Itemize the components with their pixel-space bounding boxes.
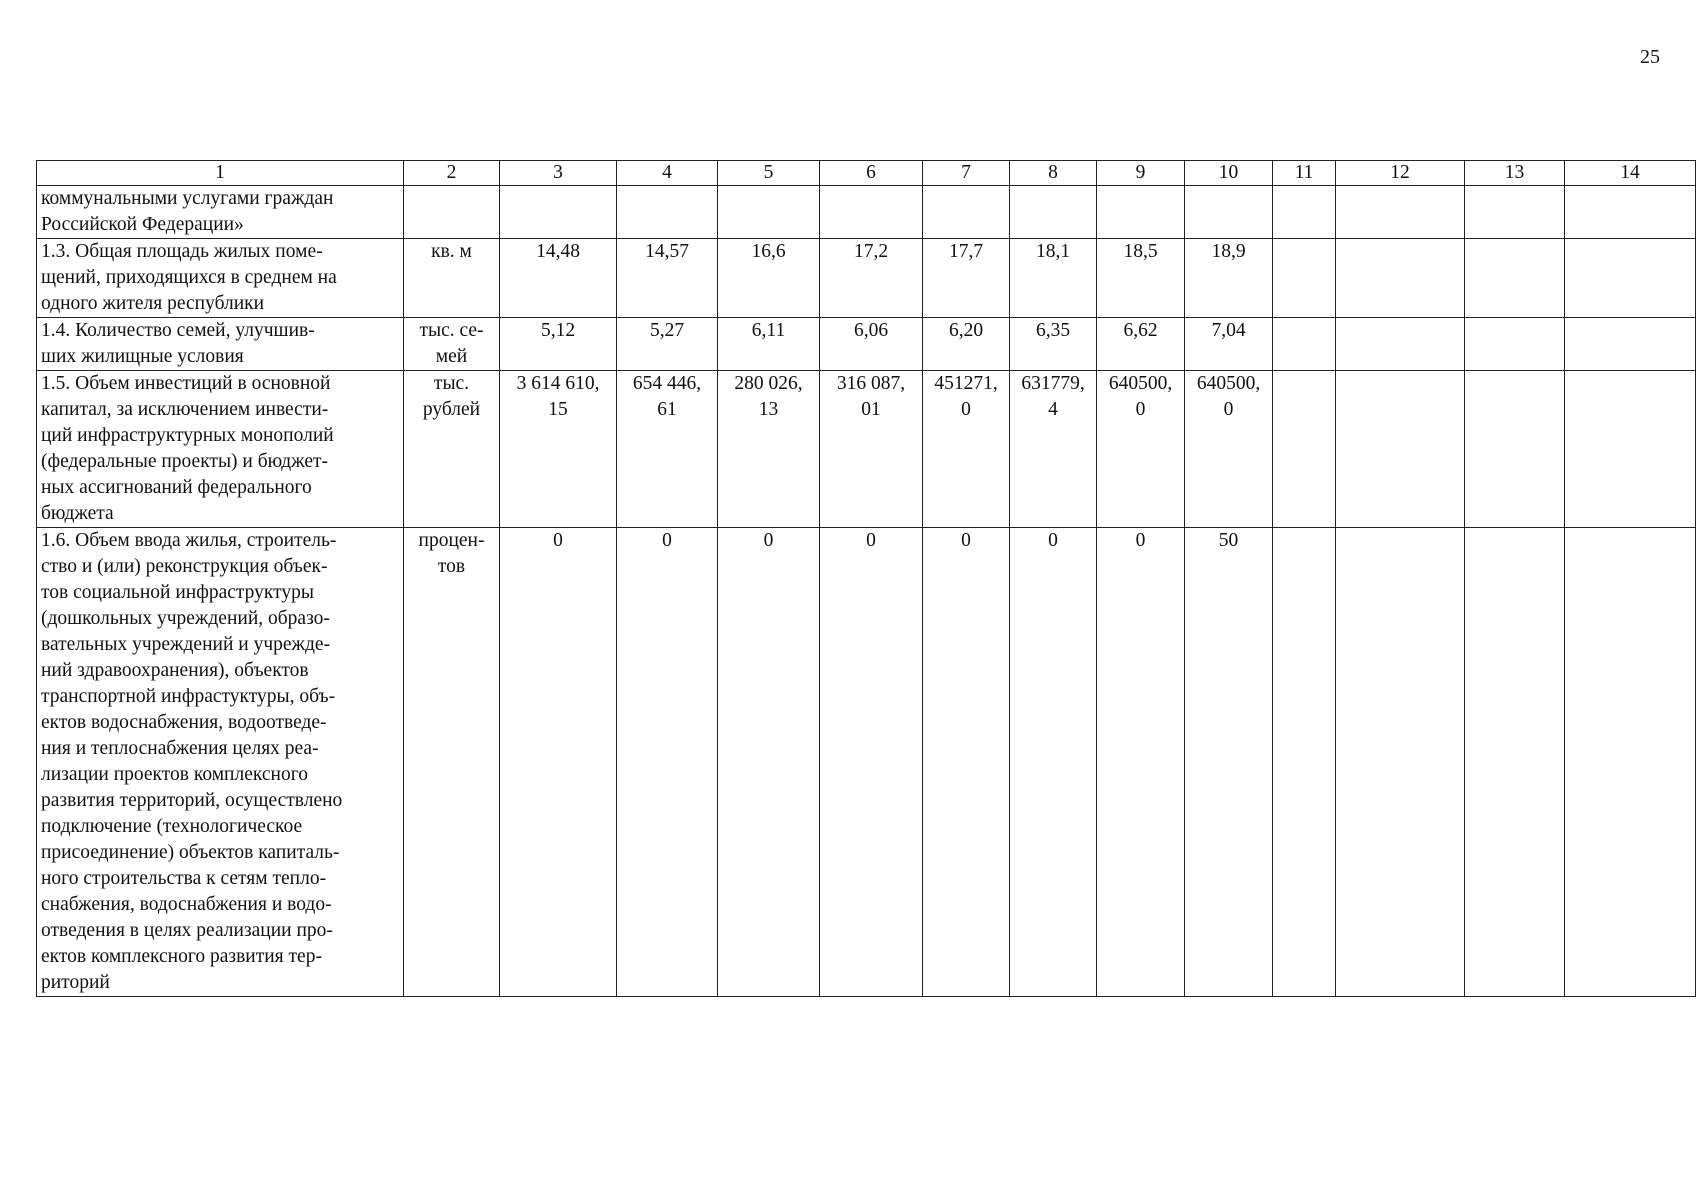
empty-cell bbox=[1336, 371, 1465, 528]
empty-cell bbox=[1336, 318, 1465, 371]
column-header: 3 bbox=[500, 161, 617, 186]
value-cell: 17,7 bbox=[923, 239, 1010, 318]
empty-cell bbox=[1465, 371, 1565, 528]
value-cell: 0 bbox=[923, 528, 1010, 997]
table-row bbox=[37, 186, 1696, 239]
empty-cell bbox=[1273, 186, 1336, 239]
value-cell bbox=[718, 186, 820, 239]
value-cell: 3 614 610, 15 bbox=[500, 371, 617, 528]
value-cell: 0 bbox=[500, 528, 617, 997]
value-cell: 16,6 bbox=[718, 239, 820, 318]
value-cell: 451271, 0 bbox=[923, 371, 1010, 528]
empty-cell bbox=[1273, 528, 1336, 997]
empty-cell bbox=[1273, 318, 1336, 371]
value-cell: 640500, 0 bbox=[1185, 371, 1273, 528]
column-header: 2 bbox=[404, 161, 500, 186]
indicator-name: 1.3. Общая площадь жилых поме- щений, приходящихся в среднем на одного жителя республики bbox=[37, 239, 404, 318]
value-cell: 640500, 0 bbox=[1097, 371, 1185, 528]
empty-cell bbox=[1273, 371, 1336, 528]
empty-cell bbox=[1336, 528, 1465, 997]
value-cell bbox=[1097, 186, 1185, 239]
column-header: 8 bbox=[1010, 161, 1097, 186]
empty-cell bbox=[1465, 318, 1565, 371]
column-header: 7 bbox=[923, 161, 1010, 186]
value-cell: 280 026, 13 bbox=[718, 371, 820, 528]
value-cell bbox=[617, 186, 718, 239]
value-cell: 0 bbox=[1010, 528, 1097, 997]
table-row bbox=[37, 318, 1696, 371]
empty-cell bbox=[1565, 318, 1696, 371]
column-header: 10 bbox=[1185, 161, 1273, 186]
value-cell: 631779, 4 bbox=[1010, 371, 1097, 528]
value-cell: 18,9 bbox=[1185, 239, 1273, 318]
table-row bbox=[37, 528, 1696, 997]
empty-cell bbox=[1565, 371, 1696, 528]
value-cell: 0 bbox=[718, 528, 820, 997]
unit-cell bbox=[404, 186, 500, 239]
unit-cell: кв. м bbox=[404, 239, 500, 318]
value-cell: 5,12 bbox=[500, 318, 617, 371]
column-header: 4 bbox=[617, 161, 718, 186]
value-cell bbox=[820, 186, 923, 239]
unit-cell: тыс. рублей bbox=[404, 371, 500, 528]
value-cell: 6,06 bbox=[820, 318, 923, 371]
value-cell: 50 bbox=[1185, 528, 1273, 997]
value-cell: 18,1 bbox=[1010, 239, 1097, 318]
value-cell: 0 bbox=[1097, 528, 1185, 997]
empty-cell bbox=[1336, 239, 1465, 318]
indicator-name: 1.5. Объем инвестиций в основной капитал, за исключением инвести- ций инфраструктурных монополий (федеральные проекты) и бюджет- ных ассигнований федерального бюджета bbox=[37, 371, 404, 528]
column-header: 12 bbox=[1336, 161, 1465, 186]
table-row bbox=[37, 239, 1696, 318]
value-cell: 316 087, 01 bbox=[820, 371, 923, 528]
table-header-row bbox=[37, 161, 1696, 186]
value-cell: 14,48 bbox=[500, 239, 617, 318]
empty-cell bbox=[1273, 239, 1336, 318]
column-header: 1 bbox=[37, 161, 404, 186]
value-cell bbox=[1010, 186, 1097, 239]
indicators-table bbox=[36, 160, 1696, 997]
unit-cell: процен- тов bbox=[404, 528, 500, 997]
value-cell: 6,11 bbox=[718, 318, 820, 371]
empty-cell bbox=[1565, 186, 1696, 239]
empty-cell bbox=[1465, 528, 1565, 997]
column-header: 14 bbox=[1565, 161, 1696, 186]
value-cell: 6,62 bbox=[1097, 318, 1185, 371]
value-cell: 17,2 bbox=[820, 239, 923, 318]
value-cell: 5,27 bbox=[617, 318, 718, 371]
indicator-name: 1.4. Количество семей, улучшив- ших жилищные условия bbox=[37, 318, 404, 371]
value-cell: 6,20 bbox=[923, 318, 1010, 371]
column-header: 11 bbox=[1273, 161, 1336, 186]
indicator-name: коммунальными услугами граждан Российской Федерации» bbox=[37, 186, 404, 239]
value-cell bbox=[1185, 186, 1273, 239]
page-number: 25 bbox=[1640, 46, 1660, 68]
value-cell: 14,57 bbox=[617, 239, 718, 318]
column-header: 13 bbox=[1465, 161, 1565, 186]
value-cell bbox=[923, 186, 1010, 239]
value-cell: 6,35 bbox=[1010, 318, 1097, 371]
value-cell: 7,04 bbox=[1185, 318, 1273, 371]
column-header: 5 bbox=[718, 161, 820, 186]
column-header: 9 bbox=[1097, 161, 1185, 186]
value-cell bbox=[500, 186, 617, 239]
column-header: 6 bbox=[820, 161, 923, 186]
value-cell: 0 bbox=[617, 528, 718, 997]
value-cell: 0 bbox=[820, 528, 923, 997]
empty-cell bbox=[1465, 239, 1565, 318]
empty-cell bbox=[1565, 239, 1696, 318]
indicator-name: 1.6. Объем ввода жилья, строитель- ство и (или) реконструкция объек- тов социальной инфраструктуры (дошкольных учреждений, образо- вательных учреждений и учрежде- ний здравоохранения), объектов транспортной инфрастуктуры, объ- ектов водоснабжения, водоотведе- ния и теплоснабжения целях реа- лизации проектов комплексного развития территорий, осуществлено подключение (технологическое присоединение) объектов капиталь- ного строительства к сетям тепло- снабжения, водоснабжения и водо- отведения в целях реализации про- ектов комплексного развития тер- риторий bbox=[37, 528, 404, 997]
table-row bbox=[37, 371, 1696, 528]
empty-cell bbox=[1465, 186, 1565, 239]
unit-cell: тыс. се- мей bbox=[404, 318, 500, 371]
empty-cell bbox=[1336, 186, 1465, 239]
value-cell: 18,5 bbox=[1097, 239, 1185, 318]
value-cell: 654 446, 61 bbox=[617, 371, 718, 528]
empty-cell bbox=[1565, 528, 1696, 997]
